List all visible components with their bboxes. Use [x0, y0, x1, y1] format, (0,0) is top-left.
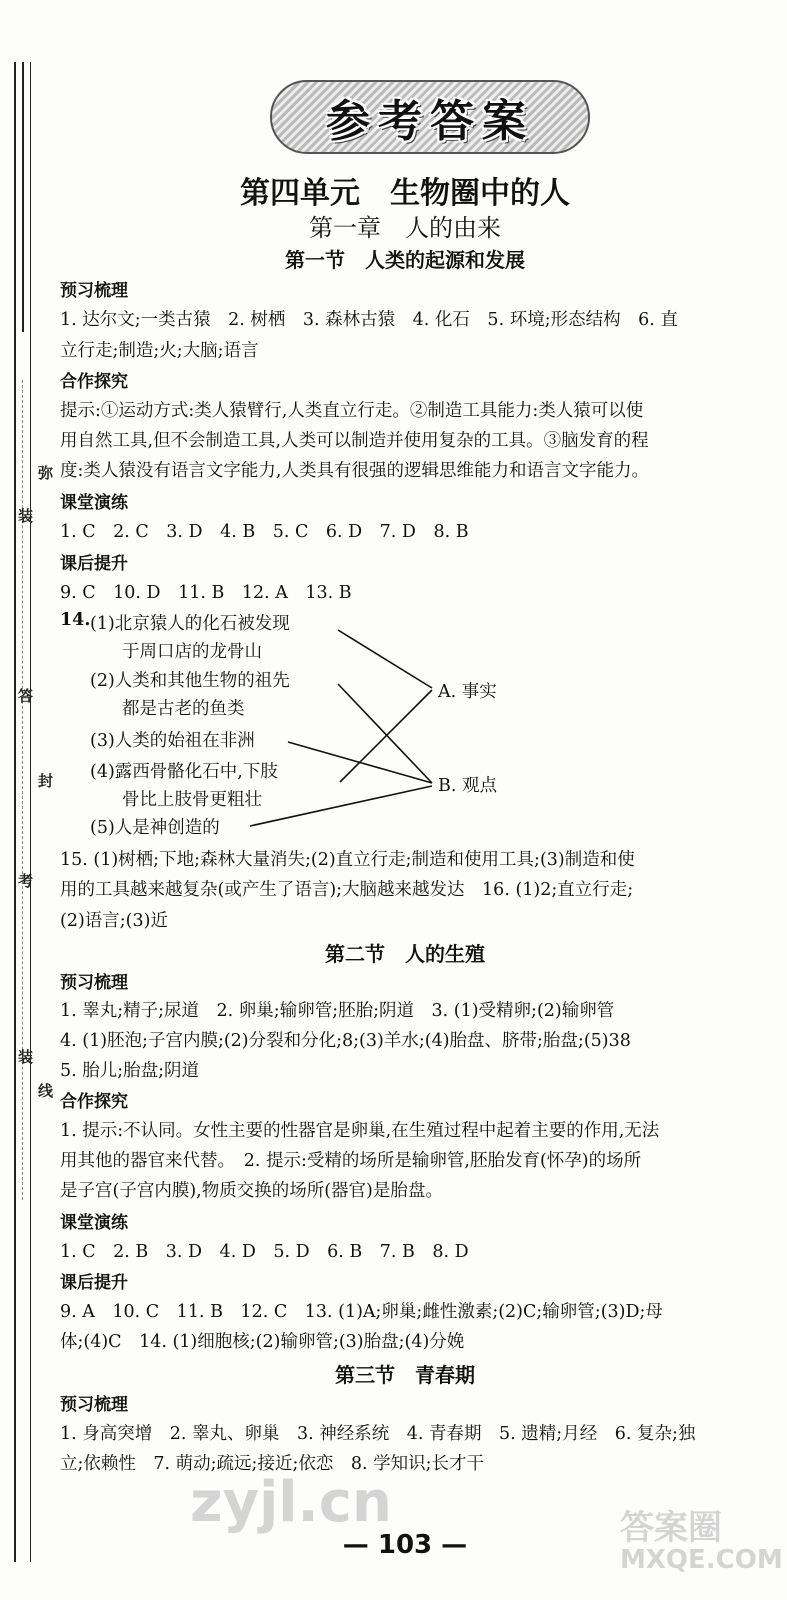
margin-rule: [14, 62, 16, 1562]
answer-line: 是子宫(子宫内膜),物质交换的场所(器官)是胎盘。: [60, 1181, 443, 1201]
binding-margin: [0, 0, 60, 1600]
banner-title: 参考答案: [326, 96, 534, 147]
match-item: (3)人类的始祖在非洲: [90, 731, 255, 751]
match-item: (4)露西骨骼化石中,下肢: [90, 762, 278, 782]
answer-line: 4. (1)胚泡;子宫内膜;(2)分裂和分化;8;(3)羊水;(4)胎盘、脐带;胎盘;(5)38: [60, 1031, 631, 1051]
answer-line: 1. 睾丸;精子;尿道 2. 卵巢;输卵管;胚胎;阴道 3. (1)受精卵;(2)输卵管: [60, 1001, 615, 1021]
answer-line: 用自然工具,但不会制造工具,人类可以制造并使用复杂的工具。③脑发育的程: [60, 431, 649, 451]
section-title: 第三节 青春期: [335, 1363, 475, 1387]
answer-line: 5. 胎儿;胎盘;阴道: [60, 1061, 200, 1081]
match-line: [250, 786, 432, 826]
subheading-coop: 合作探究: [60, 1092, 128, 1112]
margin-mark: 考: [18, 872, 34, 890]
answer-line: 体;(4)C 14. (1)细胞核;(2)输卵管;(3)胎盘;(4)分娩: [60, 1332, 465, 1352]
page-number: — 103 —: [342, 1530, 468, 1560]
match-line: [338, 684, 432, 783]
match-target-a: A. 事实: [438, 682, 497, 702]
section-title: 第二节 人的生殖: [325, 942, 485, 966]
margin-mark: 答: [18, 687, 34, 705]
answer-line: 1. C 2. C 3. D 4. B 5. C 6. D 7. D 8. B: [60, 522, 469, 542]
subheading-class: 课堂演练: [60, 1213, 128, 1233]
section-title: 第一节 人类的起源和发展: [285, 248, 525, 272]
subheading-after: 课后提升: [60, 554, 128, 574]
match-item: (2)人类和其他生物的祖先: [90, 671, 290, 691]
unit-title: 第四单元 生物圈中的人: [240, 176, 570, 211]
match-item: 于周口店的龙骨山: [122, 642, 262, 662]
margin-mark: 封: [38, 772, 54, 790]
answer-line: 用其他的器官来代替。 2. 提示:受精的场所是输卵管,胚胎发育(怀孕)的场所: [60, 1151, 642, 1171]
answer-line: 15. (1)树栖;下地;森林大量消失;(2)直立行走;制造和使用工具;(3)制造和使: [60, 850, 635, 870]
chapter-title: 第一章 人的由来: [309, 214, 501, 242]
match-item: (1)北京猿人的化石被发现: [90, 614, 290, 634]
watermark: MXQE.COM: [620, 1545, 783, 1575]
match-line: [338, 630, 432, 688]
answer-line: 立;依赖性 7. 萌动;疏远;接近;依恋 8. 学知识;长才干: [60, 1454, 484, 1474]
margin-mark: 线: [38, 1082, 54, 1100]
answer-line: (2)语言;(3)近: [60, 911, 168, 931]
watermark: 答案圈: [620, 1508, 722, 1548]
margin-mark: 弥: [38, 464, 54, 482]
answer-line: 9. C 10. D 11. B 12. A 13. B: [60, 583, 352, 603]
answer-line: 1. 达尔文;一类古猿 2. 树栖 3. 森林古猿 4. 化石 5. 环境;形态结构 6. 直: [60, 310, 678, 330]
subheading-after: 课后提升: [60, 1273, 128, 1293]
subheading-preview: 预习梳理: [60, 281, 128, 301]
answer-line: 立行走;制造;火;大脑;语言: [60, 341, 259, 361]
match-item: 都是古老的鱼类: [122, 699, 245, 719]
watermark: zyjl.cn: [190, 1470, 392, 1535]
answer-line: 提示:①运动方式:类人猿臂行,人类直立行走。②制造工具能力:类人猿可以使: [60, 401, 644, 421]
question-number: 14.: [60, 610, 91, 630]
answer-line: 度:类人猿没有语言文字能力,人类具有很强的逻辑思维能力和语言文字能力。: [60, 461, 649, 481]
subheading-preview: 预习梳理: [60, 973, 128, 993]
match-item: 骨比上肢骨更粗壮: [122, 790, 262, 810]
subheading-class: 课堂演练: [60, 493, 128, 513]
margin-rule: [22, 62, 24, 332]
cut-line: [22, 380, 23, 1200]
answer-line: 1. 提示:不认同。女性主要的性器官是卵巢,在生殖过程中起着主要的作用,无法: [60, 1121, 660, 1141]
margin-mark: 装: [18, 507, 34, 525]
margin-rule: [30, 62, 31, 1562]
answer-line: 用的工具越来越复杂(或产生了语言);大脑越来越发达 16. (1)2;直立行走;: [60, 880, 634, 900]
answer-line: 1. C 2. B 3. D 4. D 5. D 6. B 7. B 8. D: [60, 1242, 469, 1262]
match-target-b: B. 观点: [438, 776, 497, 796]
margin-mark: 装: [18, 1048, 34, 1066]
answer-line: 1. 身高突增 2. 睾丸、卵巢 3. 神经系统 4. 青春期 5. 遗精;月经 6. 复杂;独: [60, 1424, 696, 1444]
subheading-preview: 预习梳理: [60, 1395, 128, 1415]
match-item: (5)人是神创造的: [90, 818, 220, 838]
answer-line: 9. A 10. C 11. B 12. C 13. (1)A;卵巢;雌性激素;(2)C;输卵管;(3)D;母: [60, 1302, 663, 1322]
subheading-coop: 合作探究: [60, 372, 128, 392]
